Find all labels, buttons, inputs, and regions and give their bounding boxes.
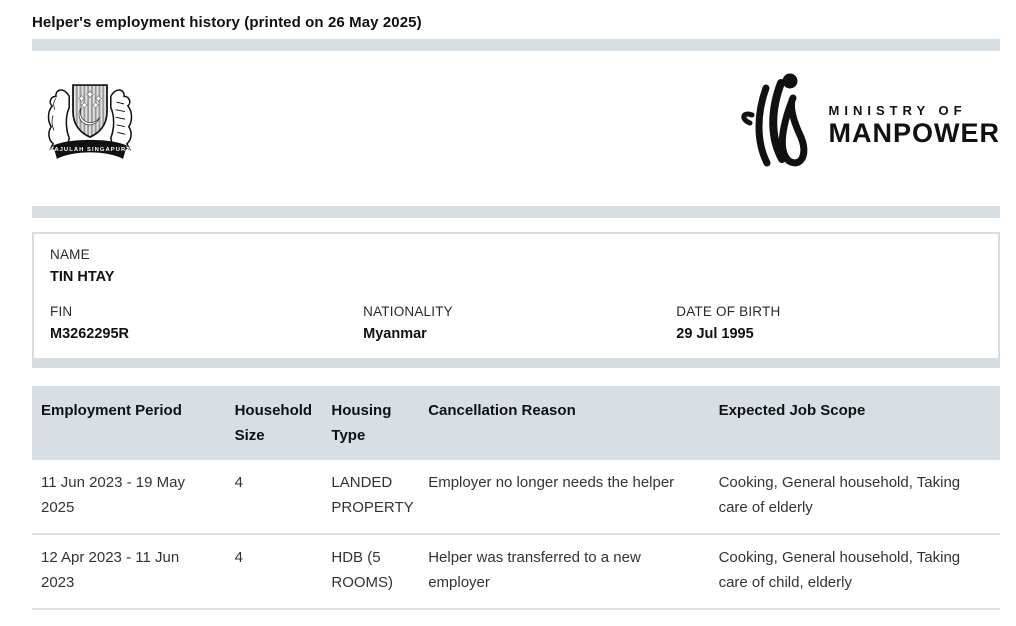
top-divider-bar	[32, 39, 1000, 51]
cell-household-size: 4	[234, 549, 243, 566]
mid-divider-bar	[32, 206, 1000, 218]
fin-value: M3262295R	[50, 326, 129, 342]
mom-logo-line2: MANPOWER	[828, 117, 1000, 148]
header-cancellation-reason: Cancellation Reason	[419, 386, 709, 460]
header-housing-type: Housing Type	[322, 386, 419, 460]
name-label: NAME	[50, 247, 90, 262]
coat-of-arms-banner-text: MAJULAH SINGAPURA	[48, 146, 132, 153]
singapore-coat-of-arms-icon	[38, 73, 142, 174]
helper-detail-columns	[50, 304, 982, 342]
mom-logo-line1: MINISTRY OF	[828, 102, 967, 118]
page-title: Helper's employment history (printed on 26 May 2025)	[32, 14, 422, 31]
employment-history-table	[32, 386, 1000, 610]
fin-field	[50, 304, 363, 342]
dob-value: 29 Jul 1995	[676, 326, 754, 342]
fin-label: FIN	[50, 304, 73, 319]
table-header-row	[32, 386, 1000, 460]
cell-employment-period: 11 Jun 2023 - 19 May 2025	[41, 474, 185, 516]
cell-housing-type: LANDED PROPERTY	[331, 474, 414, 516]
header-logos	[32, 73, 1000, 173]
ministry-of-manpower-logo	[737, 71, 1001, 176]
header-expected-job-scope: Expected Job Scope	[710, 386, 1000, 460]
name-field	[50, 247, 982, 285]
cell-expected-job-scope: Cooking, General household, Taking care of elderly	[718, 474, 961, 516]
table-row	[32, 460, 1000, 534]
name-value: TIN HTAY	[50, 269, 115, 285]
mom-logo-text	[829, 100, 1001, 147]
nationality-value: Myanmar	[363, 326, 427, 342]
cell-cancellation-reason: Employer no longer needs the helper	[428, 474, 675, 491]
cell-housing-type: HDB (5 ROOMS)	[331, 549, 394, 591]
cell-cancellation-reason: Helper was transferred to a new employer	[428, 549, 641, 591]
mom-figure-icon	[737, 71, 817, 176]
table-row	[32, 534, 1000, 609]
dob-label: DATE OF BIRTH	[676, 304, 781, 319]
nationality-field	[363, 304, 676, 342]
header-employment-period: Employment Period	[32, 386, 226, 460]
cell-expected-job-scope: Cooking, General household, Taking care of child, elderly	[718, 549, 961, 591]
header-household-size: Household Size	[226, 386, 323, 460]
cell-employment-period: 12 Apr 2023 - 11 Jun 2023	[41, 549, 180, 591]
dob-field	[676, 304, 982, 342]
helper-info-card	[32, 232, 1000, 368]
cell-household-size: 4	[234, 474, 243, 491]
nationality-label: NATIONALITY	[363, 304, 453, 319]
